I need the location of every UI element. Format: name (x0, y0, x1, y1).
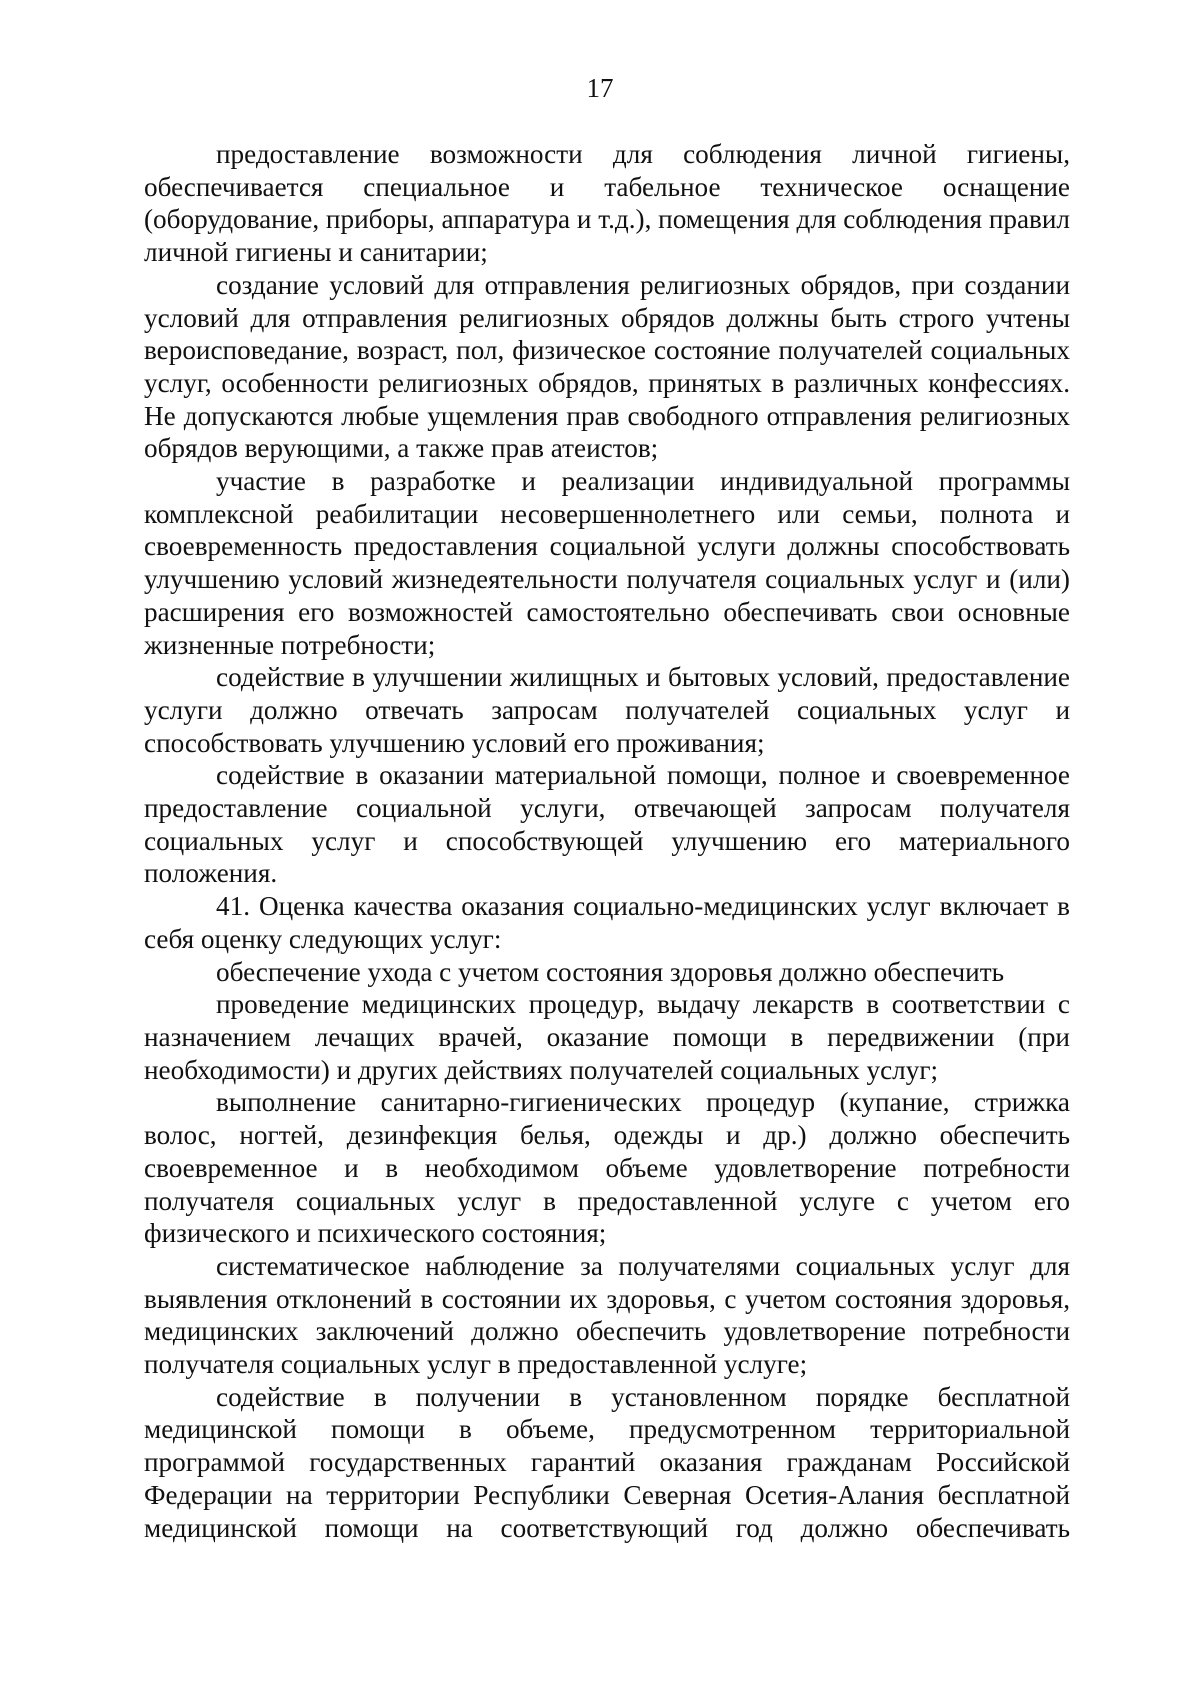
paragraph-medical-procedures: проведение медицинских процедур, выдачу лекарств в соответствии с назначением лечащих врачей, оказание помощи в передвижении (при необходимости) и других действиях получателей социальных услуг; (144, 989, 1070, 1085)
paragraph-free-medical-care: содействие в получении в установленном порядке бесплатной медицинской помощи в объеме, предусмотренном территориальной программой государственных гарантий оказания гражданам Российской Федерации на территории Республики Северная Осетия-Алания бесплатной медицинской помощи на соответствующий год должно обеспечивать (144, 1381, 1070, 1543)
paragraph-health-care: обеспечение ухода с учетом состояния здоровья должно обеспечить (216, 956, 1004, 987)
paragraph-health-monitoring: систематическое наблюдение за получателями социальных услуг для выявления отклонений в состоянии их здоровья, с учетом состояния здоровья, медицинских заключений должно обеспечить удовлетворение потребности получателя социальных услуг в предоставленной услуге; (144, 1250, 1070, 1380)
paragraph-religious-rites: создание условий для отправления религиозных обрядов, при создании условий для отправления религиозных обрядов должны быть строго учтены вероисповедание, возраст, пол, физическое состояние получателей социальных услуг, особенности религиозных обрядов, принятых в различных конфессиях. Не допускаются любые ущемления прав свободного отправления религиозных обрядов верующими, а также прав атеистов; (144, 269, 1070, 464)
paragraph-sanitary-procedures: выполнение санитарно-гигиенических процедур (купание, стрижка волос, ногтей, дезинфекция белья, одежды и др.) должно обеспечить своевременное и в необходимом объеме удовлетворение потребности получателя социальных услуг в предоставленной услуге с учетом его физического и психического состояния; (144, 1087, 1070, 1249)
paragraph-personal-hygiene: предоставление возможности для соблюдения личной гигиены, обеспечивается специальное и табельное техническое оснащение (оборудование, приборы, аппаратура и т.д.), помещения для соблюдения правил личной гигиены и санитарии; (144, 139, 1070, 268)
paragraph-rehabilitation-program: участие в разработке и реализации индивидуальной программы комплексной реабилитации несовершеннолетнего или семьи, полнота и своевременность предоставления социальной услуги должны способствовать улучшению условий жизнедеятельности получателя социальных услуг и (или) расширения его возможностей самостоятельно обеспечивать свои основные жизненные потребности; (144, 466, 1070, 660)
page-number: 17 (586, 73, 614, 103)
paragraph-material-assistance: содействие в оказании материальной помощи, полное и своевременное предоставление социальной услуги, отвечающей запросам получателя социальных услуг и способствующей улучшению его материального положения. (144, 760, 1070, 889)
paragraph-housing-conditions: содействие в улучшении жилищных и бытовых условий, предоставление услуги должно отвечать запросам получателей социальных услуг и способствовать улучшению условий его проживания; (144, 662, 1070, 758)
document-body (144, 138, 1070, 1544)
paragraph-section-41: 41. Оценка качества оказания социально-медицинских услуг включает в себя оценку следующих услуг: (144, 891, 1070, 954)
